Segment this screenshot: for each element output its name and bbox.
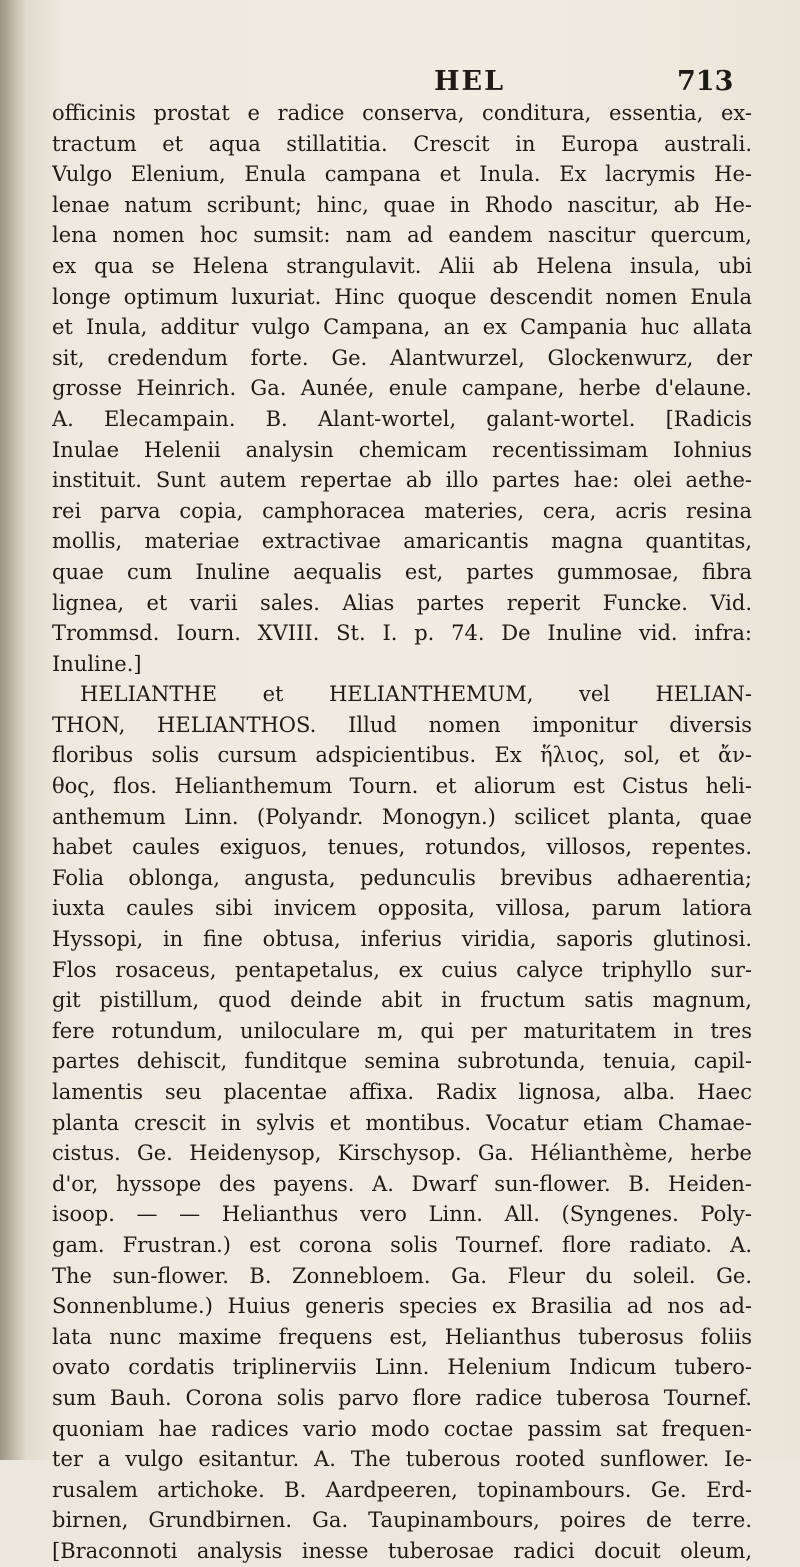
text-line: A. Elecampain. B. Alant-wortel, galant-wortel. [Radicis [52, 406, 752, 431]
text-line: sit, credendum forte. Ge. Alantwurzel, Glockenwurz, der [52, 345, 752, 370]
text-line: Sonnenblume.) Huius generis species ex Brasilia ad nos ad- [52, 1294, 752, 1319]
text-line: lenae natum scribunt; hinc, quae in Rhodo nascitur, ab He- [52, 192, 752, 217]
entry-heading-line: HELIANTHE et HELIANTHEMUM, vel HELIAN- [80, 682, 752, 707]
text-line: Hyssopi, in fine obtusa, inferius viridia, saporis glutinosi. [52, 927, 752, 952]
text-line: floribus solis cursum adspicientibus. Ex ἥλιος, sol, et ἄν- [52, 743, 752, 768]
text-line: [Braconnoti analysis inesse tuberosae radici docuit oleum, [52, 1538, 752, 1563]
text-line: ex qua se Helena strangulavit. Alii ab Helena insula, ubi [52, 253, 752, 278]
text-line: Vulgo Elenium, Enula campana et Inula. Ex lacrymis He- [52, 162, 752, 187]
text-line: iuxta caules sibi invicem opposita, villosa, parum latiora [52, 896, 752, 921]
text-line: Inulae Helenii analysin chemicam recentissimam Iohnius [52, 437, 752, 462]
text-line: The sun-flower. B. Zonnebloem. Ga. Fleur du soleil. Ge. [52, 1263, 752, 1288]
text-line: lamentis seu placentae affixa. Radix lignosa, alba. Haec [52, 1080, 752, 1104]
text-line: planta crescit in sylvis et montibus. Vocatur etiam Chamae- [52, 1110, 752, 1135]
text-line: d'or, hyssope des payens. A. Dwarf sun-flower. B. Heiden- [52, 1171, 752, 1196]
text-line: THON, HELIANTHOS. Illud nomen imponitur diversis [52, 712, 752, 737]
text-line: isoop. — — Helianthus vero Linn. All. (Syngenes. Poly- [52, 1202, 752, 1227]
text-line: birnen, Grundbirnen. Ga. Taupinambours, poires de terre. [52, 1508, 752, 1533]
text-line: quae cum Inuline aequalis est, partes gummosae, fibra [52, 559, 752, 584]
text-line: partes dehiscit, funditque semina subrotunda, tenuia, capil- [52, 1049, 752, 1074]
page-number: 713 [677, 66, 734, 97]
running-head: HEL [434, 66, 506, 97]
text-line: anthemum Linn. (Polyandr. Monogyn.) scilicet planta, quae [52, 804, 752, 829]
body-text [52, 98, 752, 1567]
text-line: mollis, materiae extractivae amaricantis magna quantitas, [52, 529, 752, 554]
text-line: quoniam hae radices vario modo coctae passim sat frequen- [52, 1416, 752, 1441]
text-line: grosse Heinrich. Ga. Aunée, enule campane, herbe d'elaune. [52, 376, 752, 401]
text-line: instituit. Sunt autem repertae ab illo partes hae: olei aethe- [52, 468, 752, 493]
page-header [0, 62, 800, 102]
page-gutter-shadow [0, 0, 26, 1460]
text-line: habet caules exiguos, tenues, rotundos, villosos, repentes. [52, 835, 752, 860]
text-line: gam. Frustran.) est corona solis Tournef. flore radiato. A. [52, 1232, 752, 1257]
text-line: officinis prostat e radice conserva, conditura, essentia, ex- [52, 101, 752, 125]
text-line: git pistillum, quod deinde abit in fructum satis magnum, [52, 988, 752, 1013]
text-line: rei parva copia, camphoracea materies, cera, acris resina [52, 498, 752, 523]
text-line: cistus. Ge. Heidenysop, Kirschysop. Ga. Hélianthème, herbe [52, 1141, 752, 1166]
text-line: lignea, et varii sales. Alias partes reperit Funcke. Vid. [52, 590, 752, 615]
text-line: et Inula, additur vulgo Campana, an ex Campania huc allata [52, 315, 752, 340]
text-line: Flos rosaceus, pentapetalus, ex cuius calyce triphyllo sur- [52, 957, 752, 982]
text-line: ovato cordatis triplinerviis Linn. Helenium Indicum tubero- [52, 1355, 752, 1380]
text-line: sum Bauh. Corona solis parvo flore radice tuberosa Tournef. [52, 1385, 752, 1410]
text-line: Trommsd. Iourn. XVIII. St. I. p. 74. De Inuline vid. infra: [52, 621, 752, 646]
text-line: lena nomen hoc sumsit: nam ad eandem nascitur quercum, [52, 223, 752, 248]
text-line: Inuline.] [52, 651, 142, 676]
text-line: θος, flos. Helianthemum Tourn. et aliorum est Cistus heli- [52, 774, 752, 799]
text-line: fere rotundum, uniloculare m, qui per maturitatem in tres [52, 1018, 752, 1043]
text-line: longe optimum luxuriat. Hinc quoque descendit nomen Enula [52, 284, 752, 309]
text-line: lata nunc maxime frequens est, Helianthus tuberosus foliis [52, 1324, 752, 1349]
text-line: Folia oblonga, angusta, pedunculis brevibus adhaerentia; [52, 865, 752, 890]
text-line: ter a vulgo esitantur. A. The tuberous rooted sunflower. Ie- [52, 1447, 752, 1472]
text-line: tractum et aqua stillatitia. Crescit in Europa australi. [52, 131, 752, 156]
text-line: rusalem artichoke. B. Aardpeeren, topinambours. Ge. Erd- [52, 1477, 752, 1502]
